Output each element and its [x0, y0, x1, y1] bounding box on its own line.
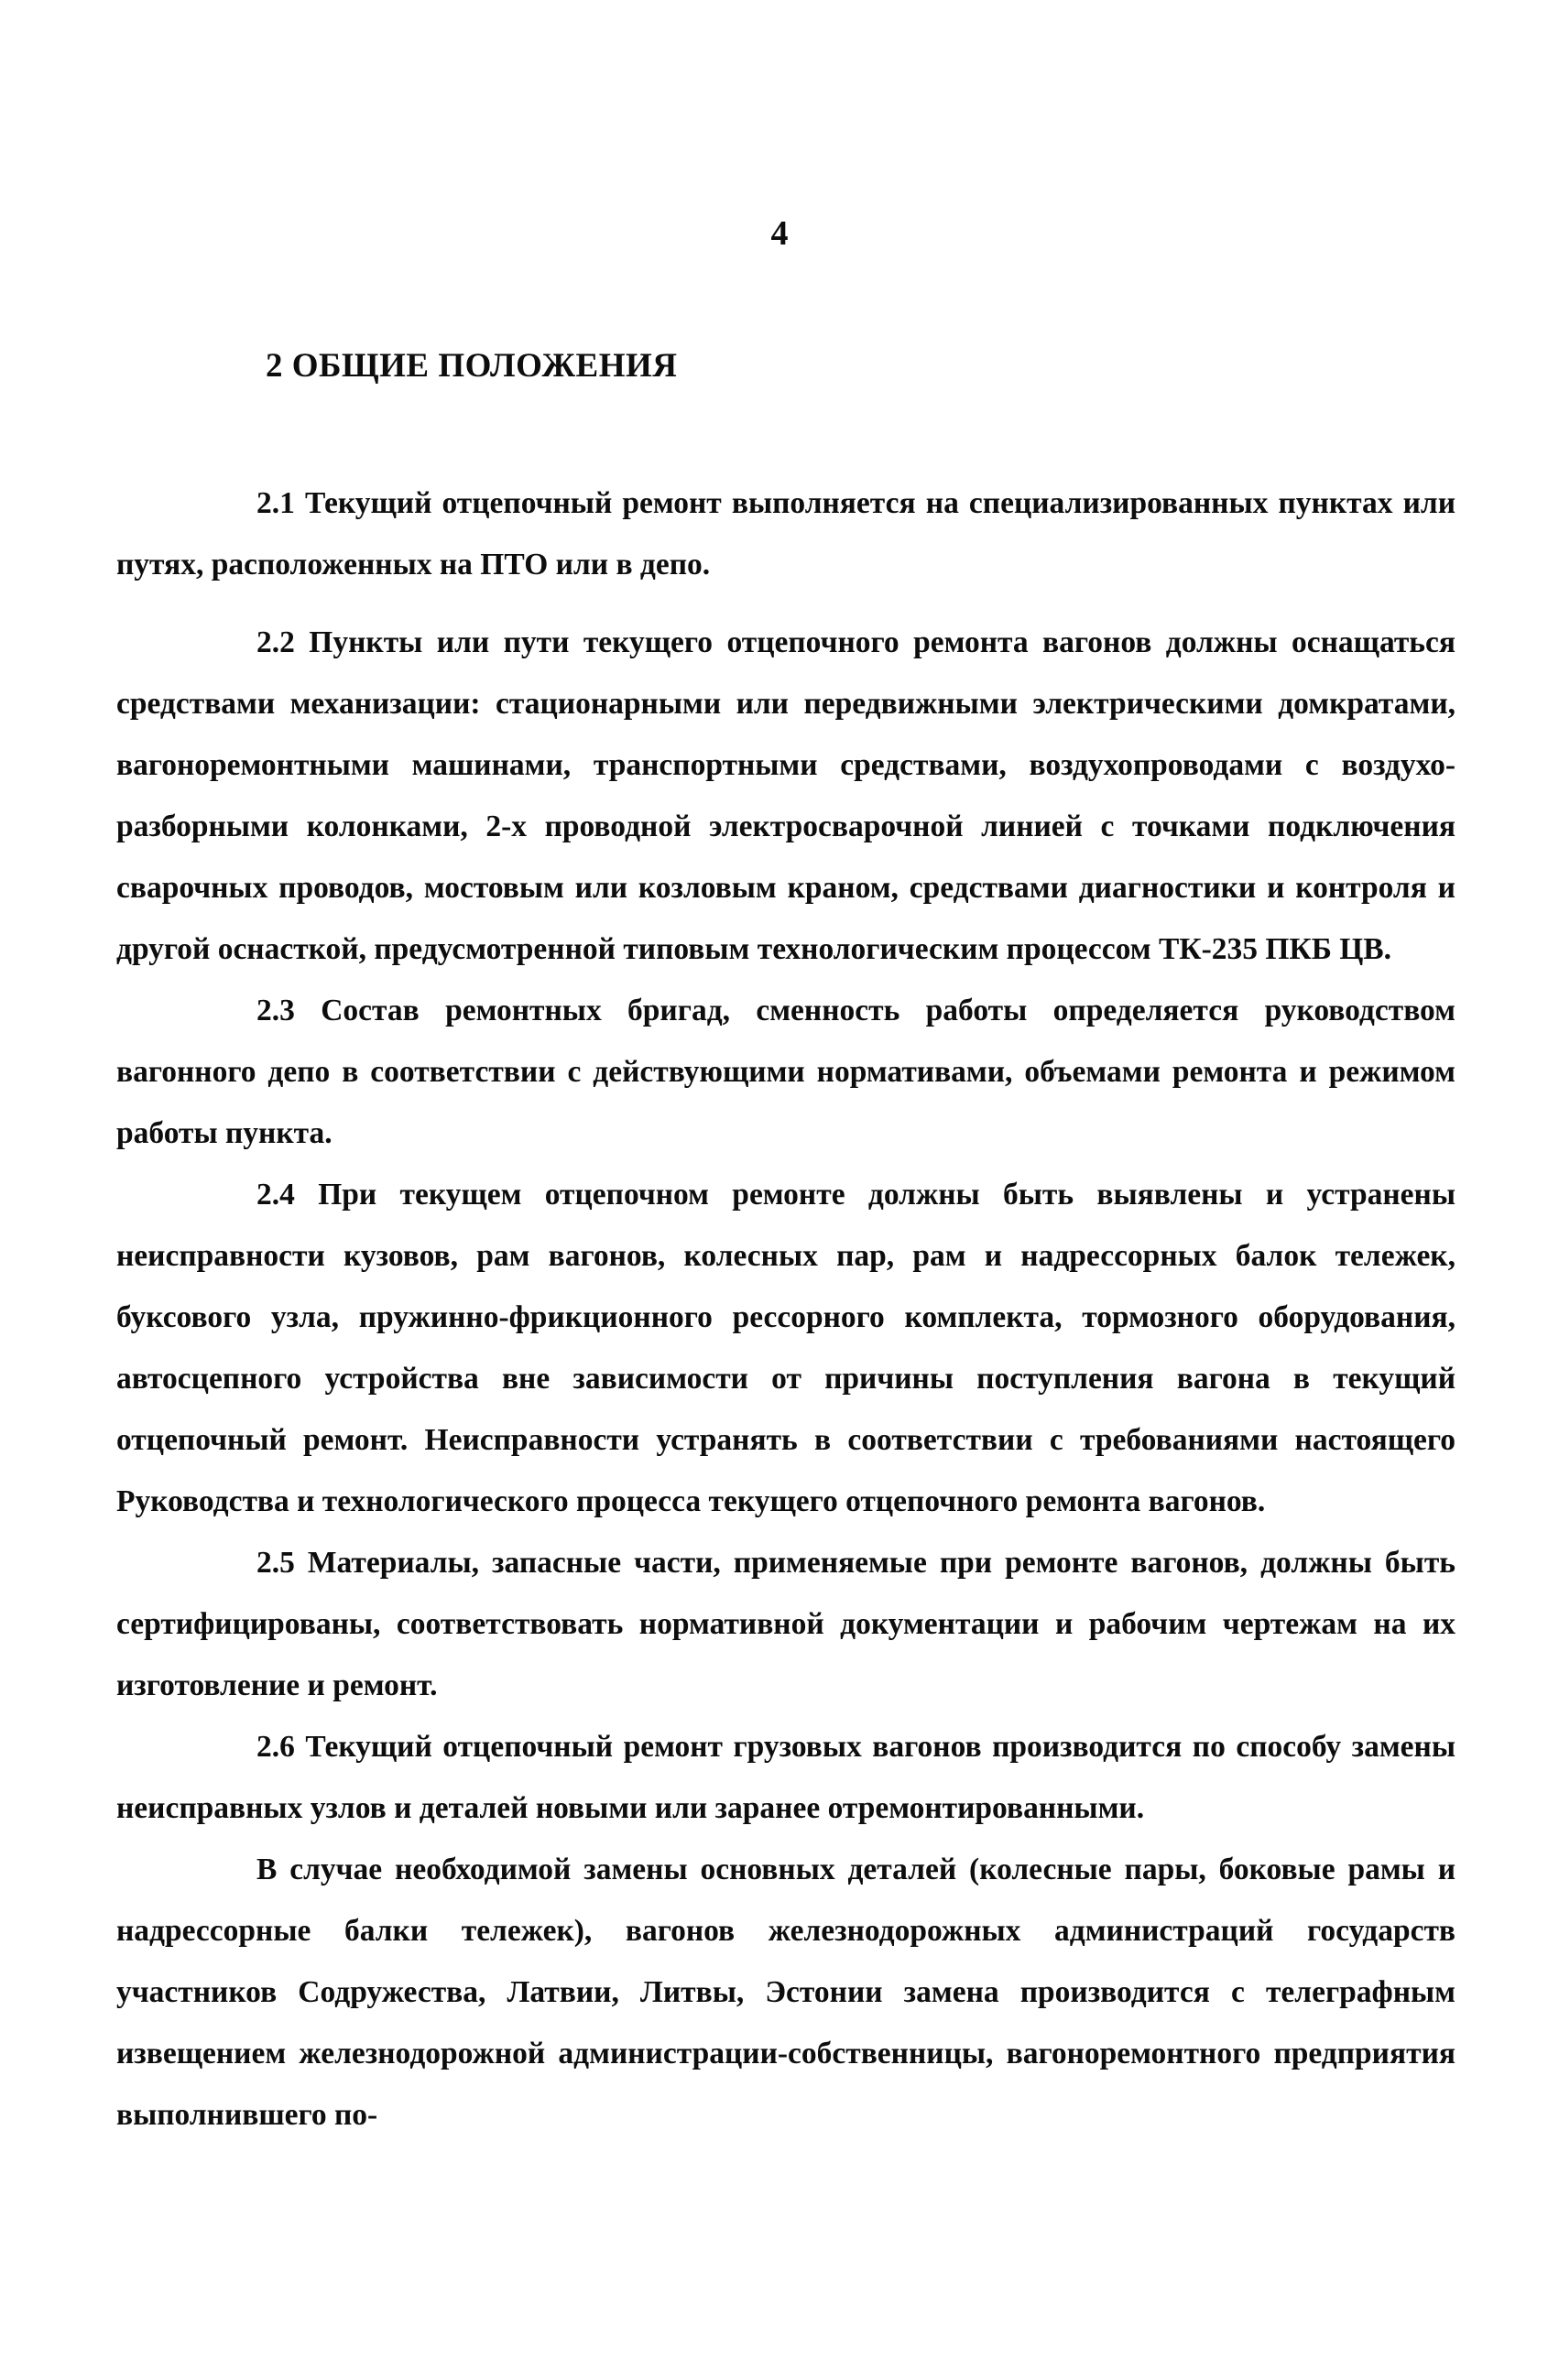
section-body [116, 473, 1455, 2146]
page-number: 4 [770, 214, 789, 253]
paragraph-2-4: 2.4 При текущем отцепочном ремонте должны быть выявлены и устранены неисправности кузовов, рам вагонов, колесных пар, рам и надрессорных балок тележек, буксового узла, пружинно-фрикционного рессорного комплекта, тормозного оборудования, автосцепного устройства вне зависимости от причины поступления вагона в текущий отцепочный ремонт. Неисправности устранять в соответствии с требованиями настоящего Руководства и технологического процесса текущего отцепочного ремонта вагонов. [116, 1178, 1455, 1518]
paragraph-2-2: 2.2 Пункты или пути текущего отцепочного ремонта вагонов должны оснащаться средствами механизации: стационарными или передвижными электрическими домкратами, вагоноремонтными машинами, транспортными средствами, воздухопроводами с воздухо-разборными колонками, 2-х проводной электросварочной линией с точками подключения сварочных проводов, мостовым или козловым краном, средствами диагностики и контроля и другой оснасткой, предусмотренной типовым технологическим процессом ТК-235 ПКБ ЦВ. [116, 625, 1455, 966]
paragraph-2-5: 2.5 Материалы, запасные части, применяемые при ремонте вагонов, должны быть сертифицированы, соответствовать нормативной документации и рабочим чертежам на их изготовление и ремонт. [116, 1546, 1455, 1702]
paragraph-2-6: 2.6 Текущий отцепочный ремонт грузовых вагонов производится по способу замены неисправных узлов и деталей новыми или заранее отремонтированными. [116, 1730, 1455, 1825]
paragraph-2-1: 2.1 Текущий отцепочный ремонт выполняется на специализированных пунктах или путях, расположенных на ПТО или в депо. [116, 486, 1455, 581]
paragraph-2-6-continuation: В случае необходимой замены основных деталей (колесные пары, боковые рамы и надрессорные балки тележек), вагонов железнодорожных администраций государств участников Содружества, Латвии, Литвы, Эстонии замена производится с телеграфным извещением железнодорожной администрации-собственницы, вагоноремонтного предприятия выполнившего по- [116, 1853, 1455, 2132]
paragraph-2-3: 2.3 Состав ремонтных бригад, сменность работы определяется руководством вагонного депо в соответствии с действующими нормативами, объемами ремонта и режимом работы пункта. [116, 994, 1455, 1150]
section-heading: 2 ОБЩИЕ ПОЛОЖЕНИЯ [266, 347, 678, 385]
